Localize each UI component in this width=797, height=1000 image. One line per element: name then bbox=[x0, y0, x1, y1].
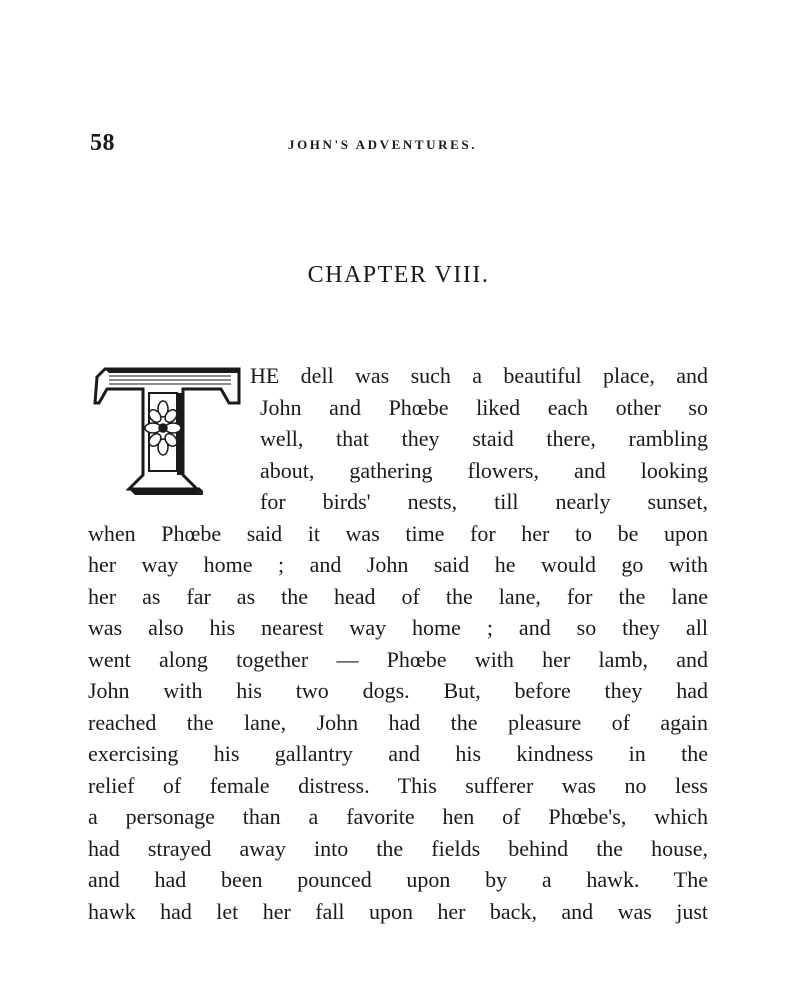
text-line: well, that they staid there, rambling bbox=[260, 426, 708, 451]
text-line: and had been pounced upon by a hawk. The bbox=[88, 867, 708, 892]
text-line: was also his nearest way home ; and so they all bbox=[88, 615, 708, 640]
text-line: hawk had let her fall upon her back, and was just bbox=[88, 898, 708, 924]
text-line: her way home ; and John said he would go with bbox=[88, 552, 708, 577]
text-line: relief of female distress. This sufferer was no less bbox=[88, 772, 708, 798]
text-line: about, gathering flowers, and looking bbox=[260, 457, 708, 483]
running-title: JOHN'S ADVENTURES. bbox=[288, 137, 478, 152]
running-head bbox=[90, 130, 706, 160]
drop-cap-ornament bbox=[91, 363, 241, 498]
text-line: a personage than a favorite hen of Phœbe's, which bbox=[88, 804, 708, 829]
text-line: went along together — Phœbe with her lamb, and bbox=[88, 646, 708, 672]
text-line: John and Phœbe liked each other so bbox=[260, 394, 708, 420]
chapter-body bbox=[88, 360, 708, 927]
text-line: when Phœbe said it was time for her to be upon bbox=[88, 520, 708, 546]
text-line: HE dell was such a beautiful place, and bbox=[250, 363, 708, 388]
text-line: exercising his gallantry and his kindness in the bbox=[88, 741, 708, 766]
text-line: reached the lane, John had the pleasure of again bbox=[88, 709, 708, 735]
text-line: John with his two dogs. But, before they had bbox=[88, 678, 708, 703]
text-line: her as far as the head of the lane, for the lane bbox=[88, 583, 708, 609]
chapter-title: CHAPTER VIII. bbox=[307, 262, 490, 288]
page-number: 58 bbox=[90, 130, 115, 156]
text-line: for birds' nests, till nearly sunset, bbox=[260, 489, 708, 514]
text-line: had strayed away into the fields behind the house, bbox=[88, 835, 708, 861]
